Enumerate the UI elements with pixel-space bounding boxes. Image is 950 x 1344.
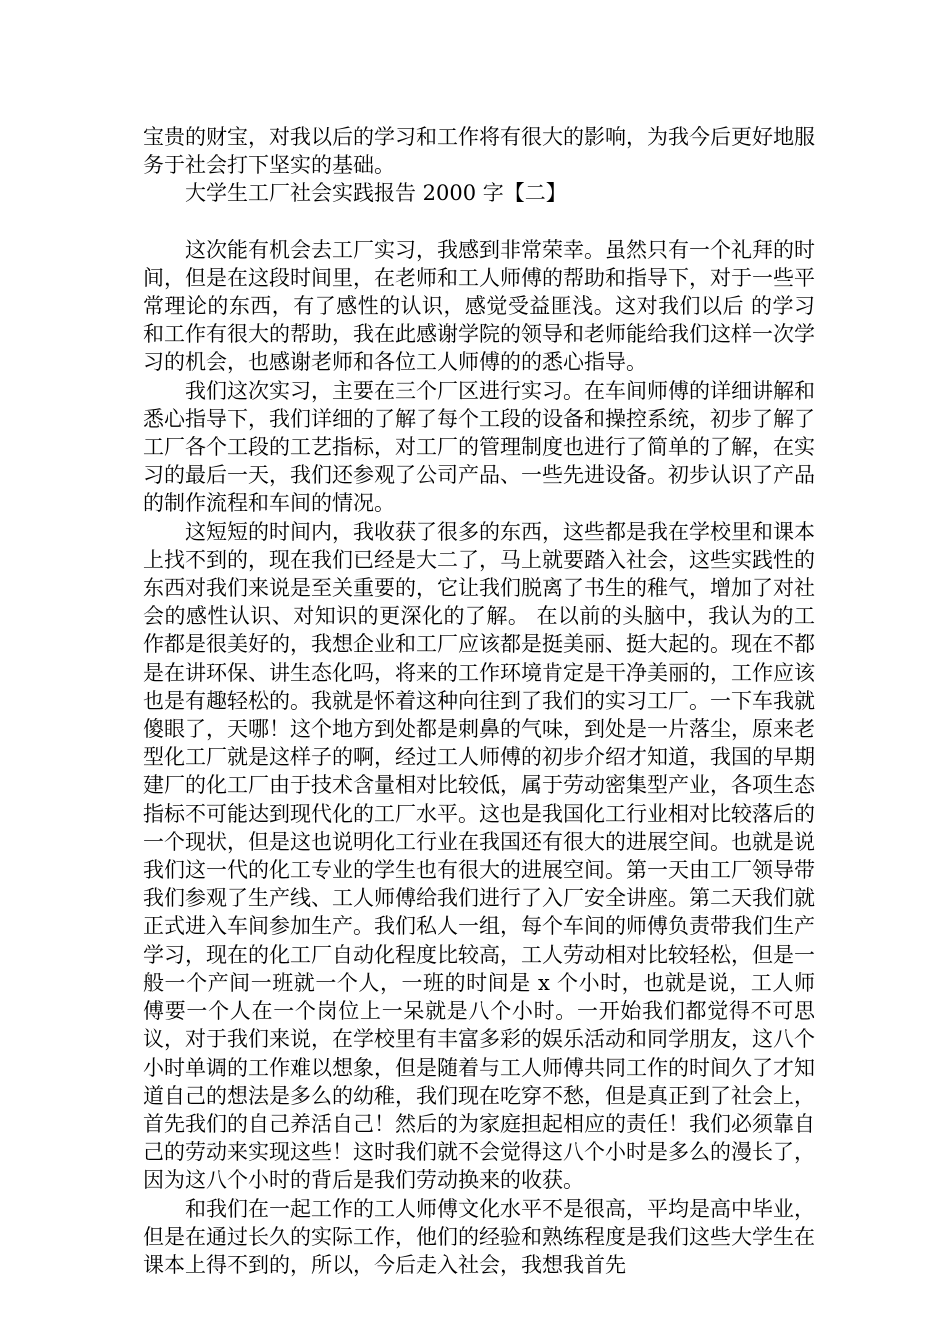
paragraph-gratitude: 这次能有机会去工厂实习，我感到非常荣幸。虽然只有一个礼拜的时间，但是在这段时间里，在老师和工人师傅的帮助和指导下，对于一些平常理论的东西，有了感性的认识，感觉受益匪浅。这对我们以后 的学习和工作有很大的帮助，我在此感谢学院的领导和老师能给我们这样一次学习的机会，也感谢老师和各位工人师傅的的悉心指导。 [143, 237, 815, 375]
paragraph-continuation: 宝贵的财宝，对我以后的学习和工作将有很大的影响，为我今后更好地服务于社会打下坚实的基础。 [143, 125, 815, 178]
paragraph-reflection: 这短短的时间内，我收获了很多的东西，这些都是我在学校里和课本上找不到的，现在我们已经是大二了，马上就要踏入社会，这些实践性的东西对我们来说是至关重要的，它让我们脱离了书生的稚气，增加了对社会的感性认识、对知识的更深化的了解。 在以前的头脑中，我认为的工作都是很美好的，我想企业和工厂应该都是挺美丽、挺大起的。现在不都是在讲环保、讲生态化吗，将来的工作环境肯定是干净美丽的，工作应该也是有趣轻松的。我就是怀着这种向往到了我们的实习工厂。一下车我就傻眼了，天哪！这个地方到处都是刺鼻的气味，到处是一片落尘，原来老型化工厂就是这样子的啊，经过工人师傅的初步介绍才知道，我国的早期建厂的化工厂由于技术含量相对比较低，属于劳动密集型产业，各项生态指标不可能达到现代化的工厂水平。这也是我国化工行业相对比较落后的一个现状，但是这也说明化工行业在我国还有很大的进展空间。也就是说我们这一代的化工专业的学生也有很大的进展空间。第一天由工厂领导带我们参观了生产线、工人师傅给我们进行了入厂安全讲座。第二天我们就正式进入车间参加生产。我们私人一组，每个车间的师傅负责带我们生产学习，现在的化工厂自动化程度比较高，工人劳动相对比较轻松，但是一般一个产间一班就一个人，一班的时间是 x 个小时，也就是说，工人师傅要一个人在一个岗位上一呆就是八个小时。一开始我们都觉得不可思议，对于我们来说，在学校里有丰富多彩的娱乐活动和同学朋友，这八个小时单调的工作难以想象，但是随着与工人师傅共同工作的时间久了才知道自己的想法是多么的幼稚，我们现在吃穿不愁，但是真正到了社会上，首先我们的自己养活自己！然后的为家庭担起相应的责任！我们必须靠自己的劳动来实现这些！这时我们就不会觉得这八个小时是多么的漫长了，因为这八个小时的背后是我们劳动换来的收获。 [143, 519, 815, 1193]
paragraph-internship-overview: 我们这次实习，主要在三个厂区进行实习。在车间师傅的详细讲解和悉心指导下，我们详细的了解了每个工段的设备和操控系统，初步了解了工厂各个工段的工艺指标，对工厂的管理制度也进行了简单的了解，在实习的最后一天，我们还参观了公司产品、一些先进设备。初步认识了产品的制作流程和车间的情况。 [143, 378, 815, 516]
section-subtitle: 大学生工厂社会实践报告 2000 字【二】 [185, 181, 567, 206]
document-body [143, 123, 815, 1279]
paragraph-workers: 和我们在一起工作的工人师傅文化水平不是很高，平均是高中毕业，但是在通过长久的实际工作，他们的经验和熟练程度是我们这些大学生在课本上得不到的，所以，今后走入社会，我想我首先 [143, 1196, 815, 1277]
